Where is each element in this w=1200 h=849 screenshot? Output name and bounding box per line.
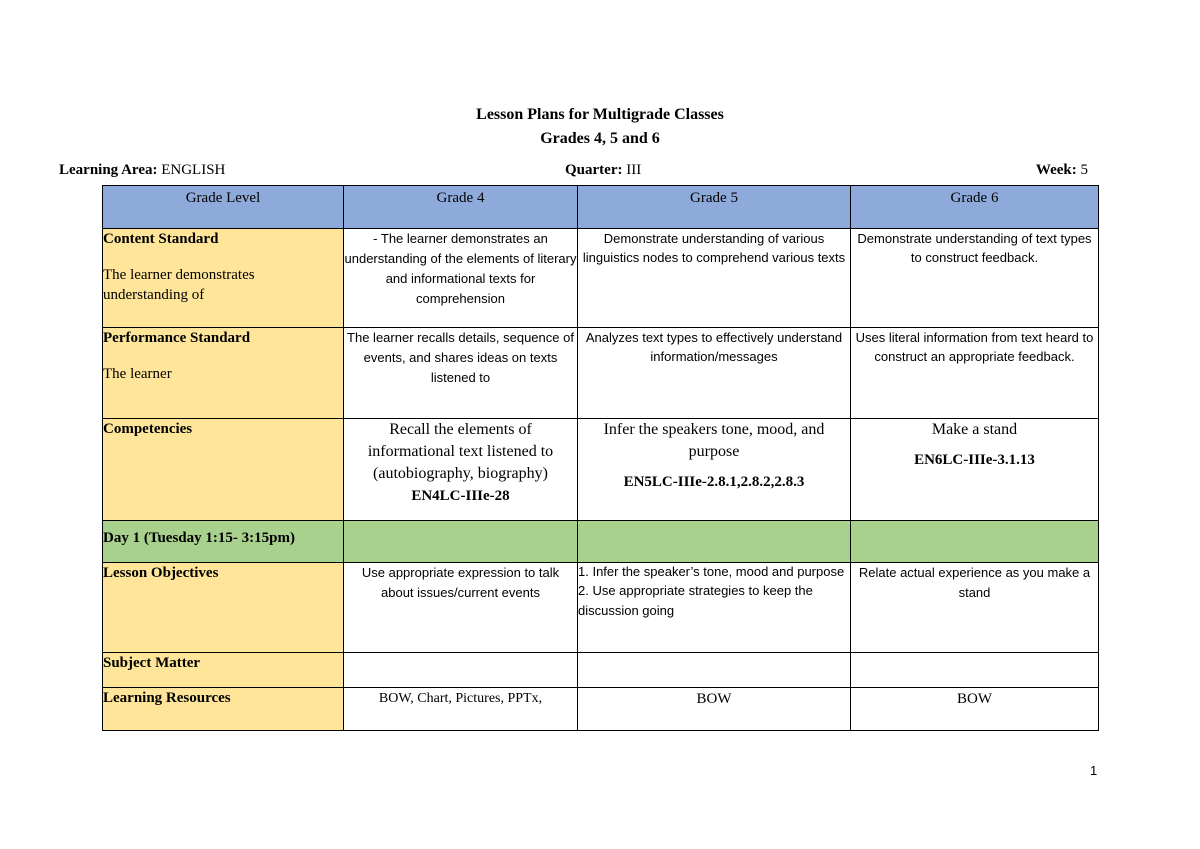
- content-standard-label: Content Standard: [103, 231, 219, 247]
- day-row: [103, 521, 1099, 563]
- competencies-g4: [344, 419, 578, 521]
- learning-resources-g6: BOW: [851, 688, 1099, 731]
- performance-standard-label: Performance Standard: [103, 330, 251, 346]
- content-standard-label-cell: [103, 229, 344, 328]
- content-standard-g4: - The learner demonstrates an understanding of the elements of literary and informational texts for comprehension: [344, 229, 578, 328]
- quarter-value: III: [626, 162, 642, 178]
- lesson-objectives-g4: Use appropriate expression to talk about issues/current events: [344, 563, 578, 653]
- learning-resources-row: [103, 688, 1099, 731]
- performance-standard-sublabel: The learner: [103, 366, 172, 382]
- learning-resources-label-cell: [103, 688, 344, 731]
- competencies-label-cell: [103, 419, 344, 521]
- subject-matter-row: [103, 653, 1099, 688]
- subject-matter-g4: [344, 653, 578, 688]
- competencies-g5-text: Infer the speakers tone, mood, and purpose: [603, 421, 825, 460]
- lesson-objectives-g5: [578, 563, 851, 653]
- competencies-g4-text: Recall the elements of informational text listened to (autobiography, biography): [367, 421, 554, 482]
- week: [1036, 162, 1088, 179]
- page-number: 1: [1090, 763, 1098, 778]
- competencies-g5: [578, 419, 851, 521]
- learning-area-value: ENGLISH: [161, 162, 226, 178]
- document-title: Lesson Plans for Multigrade Classes: [476, 106, 724, 123]
- content-standard-g6: Demonstrate understanding of text types to construct feedback.: [851, 229, 1099, 328]
- competencies-g6-text: Make a stand: [931, 421, 1018, 438]
- lesson-objectives-label: Lesson Objectives: [103, 565, 219, 581]
- day-g4: [344, 521, 578, 563]
- lesson-plan-table: [102, 185, 1099, 731]
- performance-standard-row: [103, 328, 1099, 419]
- performance-standard-g6: Uses literal information from text heard to construct an appropriate feedback.: [851, 328, 1099, 419]
- subject-matter-label-cell: [103, 653, 344, 688]
- week-label: Week:: [1035, 162, 1077, 178]
- quarter: [565, 162, 641, 179]
- performance-standard-label-cell: [103, 328, 344, 419]
- competencies-g6-code: EN6LC-IIIe-3.1.13: [914, 452, 1035, 468]
- content-standard-sublabel: The learner demonstrates understanding of: [103, 267, 255, 303]
- header-grade-level: Grade Level: [103, 186, 344, 229]
- lesson-objectives-g5-item-2: 2. Use appropriate strategies to keep the discussion going: [578, 583, 813, 618]
- learning-resources-label: Learning Resources: [103, 690, 231, 706]
- subject-matter-g5: [578, 653, 851, 688]
- document-subtitle: Grades 4, 5 and 6: [540, 130, 660, 147]
- lesson-objectives-label-cell: [103, 563, 344, 653]
- content-standard-row: [103, 229, 1099, 328]
- lesson-objectives-row: [103, 563, 1099, 653]
- learning-area: [59, 162, 225, 179]
- content-standard-g5: Demonstrate understanding of various linguistics nodes to comprehend various texts: [578, 229, 851, 328]
- performance-standard-g4: The learner recalls details, sequence of events, and shares ideas on texts listened to: [344, 328, 578, 419]
- day-g5: [578, 521, 851, 563]
- learning-resources-g4: BOW, Chart, Pictures, PPTx,: [344, 688, 578, 731]
- week-value: 5: [1080, 162, 1088, 178]
- lesson-objectives-g6: Relate actual experience as you make a stand: [851, 563, 1099, 653]
- competencies-label: Competencies: [103, 421, 193, 437]
- quarter-label: Quarter:: [565, 162, 623, 178]
- performance-standard-g5: Analyzes text types to effectively understand information/messages: [578, 328, 851, 419]
- competencies-row: [103, 419, 1099, 521]
- header-grade-5: Grade 5: [578, 186, 851, 229]
- day-g6: [851, 521, 1099, 563]
- learning-resources-g5: BOW: [578, 688, 851, 731]
- competencies-g6: [851, 419, 1099, 521]
- subject-matter-label: Subject Matter: [103, 655, 201, 671]
- learning-area-label: Learning Area:: [59, 162, 158, 178]
- header-grade-4: Grade 4: [344, 186, 578, 229]
- header-grade-6: Grade 6: [851, 186, 1099, 229]
- lesson-objectives-g5-item-1: 1. Infer the speaker’s tone, mood and purpose: [578, 564, 845, 579]
- day-label: Day 1 (Tuesday 1:15- 3:15pm): [103, 521, 344, 563]
- competencies-g4-code: EN4LC-IIIe-28: [411, 488, 510, 504]
- subject-matter-g6: [851, 653, 1099, 688]
- competencies-g5-code: EN5LC-IIIe-2.8.1,2.8.2,2.8.3: [623, 474, 805, 490]
- header-row: [103, 186, 1099, 229]
